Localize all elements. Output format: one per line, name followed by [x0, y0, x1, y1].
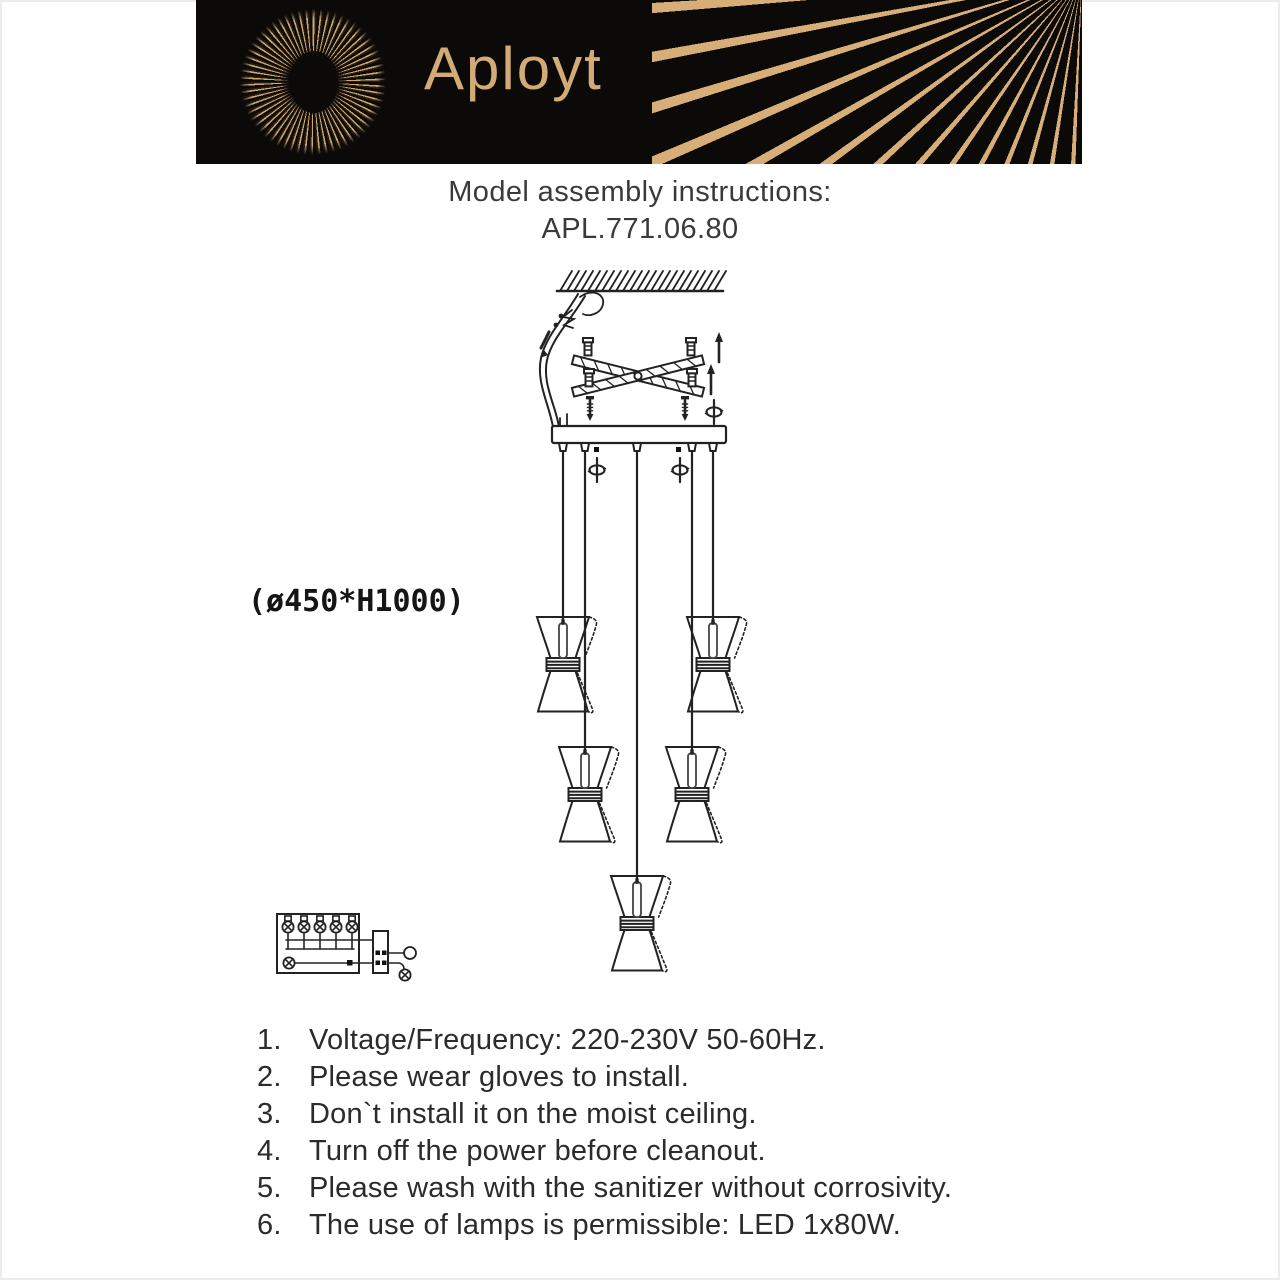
instruction-list: [257, 1022, 1117, 1244]
set-screw-dot: [676, 447, 681, 452]
mounting-screw-icon: [586, 396, 594, 421]
lamp-symbol-icon: [330, 916, 341, 933]
lampshade: [611, 876, 671, 972]
instruction-number: 6.: [257, 1209, 282, 1241]
model-number: APL.771.06.80: [541, 213, 739, 245]
instruction-number: 3.: [257, 1098, 282, 1130]
lamp-symbol-icon: [346, 916, 357, 933]
brand-name: Aployt: [424, 35, 603, 102]
instruction-item: [257, 1022, 1117, 1059]
lampshade: [559, 747, 619, 843]
wiring-diagram: [277, 914, 416, 981]
instruction-number: 2.: [257, 1061, 282, 1093]
rotate-screw-icon: [704, 400, 723, 424]
cable-gland-icon: [581, 443, 589, 451]
instruction-text: Don`t install it on the moist ceiling.: [309, 1098, 757, 1130]
cross-mounting-bracket: [572, 332, 724, 424]
ceiling-hatch: [557, 271, 726, 291]
cable-gland-icon: [559, 443, 567, 451]
mounting-screw-icon: [681, 396, 689, 421]
lampshade: [687, 617, 747, 713]
standoff-screw-icon: [583, 338, 593, 355]
standoff-screw-icon: [584, 369, 594, 386]
instruction-text: Please wash with the sanitizer without corrosivity.: [309, 1172, 953, 1204]
instruction-text: The use of lamps is permissible: LED 1x80W.: [309, 1209, 902, 1241]
title-block: [0, 174, 1280, 248]
direction-arrow-icon: [707, 364, 715, 394]
rotate-screw-icon: [587, 458, 606, 482]
lamp-symbol-icon: [282, 916, 293, 933]
instruction-number: 5.: [257, 1172, 282, 1204]
rotate-screw-icon: [670, 458, 689, 482]
dimension-label: (ø450*H1000): [248, 584, 465, 619]
lamp-symbol-icon: [298, 916, 309, 933]
terminal-block: [373, 931, 388, 973]
instruction-item: [257, 1133, 1117, 1170]
cable-gland-icon: [688, 443, 696, 451]
instruction-item: [257, 1059, 1117, 1096]
instruction-item: [257, 1096, 1117, 1133]
instruction-item: [257, 1207, 1117, 1244]
wire-connector-icon: [554, 293, 604, 328]
sunburst-center: [290, 51, 338, 113]
standoff-screw-icon: [686, 338, 696, 355]
cable-gland-icon: [709, 443, 717, 451]
canopy-plate: [552, 414, 726, 482]
lampshade: [537, 617, 597, 713]
instruction-text: Turn off the power before cleanout.: [309, 1135, 766, 1167]
instruction-item: [257, 1170, 1117, 1207]
instruction-number: 1.: [257, 1024, 282, 1056]
lamp-symbol-icon: [314, 916, 325, 933]
pendant-cables: [563, 451, 713, 880]
brand-banner: [196, 0, 1082, 164]
install-arrow-icon: [540, 332, 549, 358]
instruction-text: Voltage/Frequency: 220-230V 50-60Hz.: [309, 1024, 826, 1056]
lampshade: [666, 747, 726, 843]
cable-gland-icon: [633, 443, 641, 451]
direction-arrow-icon: [715, 332, 723, 362]
power-cable: [540, 293, 603, 427]
instruction-text: Please wear gloves to install.: [309, 1061, 689, 1093]
ground-symbol-icon: [283, 957, 294, 968]
wire-end-connector-icon: [404, 947, 416, 959]
instruction-number: 4.: [257, 1135, 282, 1167]
standoff-screw-icon: [687, 369, 697, 386]
ground-connector-icon: [399, 969, 410, 980]
set-screw-dot: [594, 447, 599, 452]
ray-fan-decoration-icon: [652, 0, 1082, 164]
page-title: Model assembly instructions:: [448, 176, 832, 208]
